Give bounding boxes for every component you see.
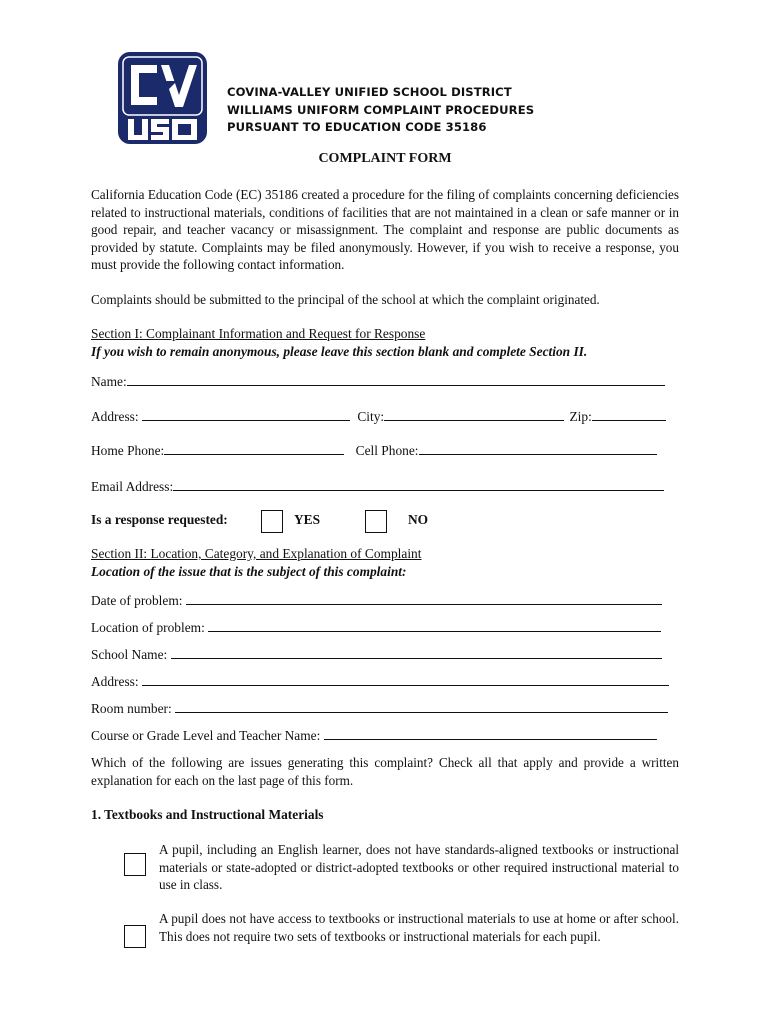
header-line-2: WILLIAMS UNIFORM COMPLAINT PROCEDURES	[227, 102, 535, 117]
email-field[interactable]	[173, 477, 664, 491]
name-field[interactable]	[127, 372, 665, 386]
room-label: Room number:	[91, 701, 172, 716]
course-field[interactable]	[324, 726, 657, 740]
location-field[interactable]	[208, 618, 661, 632]
section1-title: Section I: Complainant Information and Request for Response	[91, 326, 426, 341]
location-row	[91, 618, 661, 636]
zip-label: Zip:	[569, 409, 592, 424]
address-label: Address:	[91, 409, 139, 424]
date-field[interactable]	[186, 591, 662, 605]
response-yes-checkbox[interactable]	[261, 510, 283, 533]
city-label: City:	[357, 409, 385, 424]
school-address-label: Address:	[91, 674, 139, 689]
category1-item2-text: A pupil does not have access to textbooks or instructional materials to use at home or after school. This does not require two sets of textbooks or instructional materials for each pupil.	[159, 911, 679, 944]
district-header	[227, 84, 534, 137]
issues-question: Which of the following are issues generating this complaint? Check all that apply and provide a written explanation for each on the last page of this form.	[91, 755, 679, 788]
submission-note: Complaints should be submitted to the principal of the school at which the complaint originated.	[91, 292, 600, 307]
school-field[interactable]	[171, 645, 662, 659]
school-address-row	[91, 672, 669, 690]
date-label: Date of problem:	[91, 593, 183, 608]
home-phone-field[interactable]	[164, 441, 344, 455]
cell-phone-label: Cell Phone:	[355, 443, 419, 458]
address-row	[91, 407, 666, 425]
category1-item2-checkbox[interactable]	[124, 925, 146, 948]
cell-phone-field[interactable]	[419, 441, 657, 455]
school-address-field[interactable]	[142, 672, 669, 686]
category1-item1-checkbox[interactable]	[124, 853, 146, 876]
form-title: COMPLAINT FORM	[318, 151, 452, 166]
name-row	[91, 372, 665, 390]
header-line-1: COVINA-VALLEY UNIFIED SCHOOL DISTRICT	[227, 85, 512, 99]
phone-row	[91, 441, 657, 459]
email-row	[91, 477, 664, 495]
category1-item1-text: A pupil, including an English learner, does not have standards-aligned textbooks or instructional materials or state-adopted or district-adopted textbooks or other required instructional material to use in class.	[159, 842, 679, 892]
location-label: Location of problem:	[91, 620, 205, 635]
intro-paragraph: California Education Code (EC) 35186 created a procedure for the filing of complaints concerning deficiencies related to instructional materials, conditions of facilities that are not maintained in a clean or safe manner or in good repair, and teacher vacancy or misassignment. The complaint and response are public documents as provided by statute. Complaints may be filed anonymously. However, if you wish to receive a response, you must provide the following contact information.	[91, 187, 679, 272]
response-yes-label: YES	[294, 512, 321, 527]
zip-field[interactable]	[592, 407, 666, 421]
district-logo	[117, 51, 208, 145]
school-label: School Name:	[91, 647, 168, 662]
section2-title: Section II: Location, Category, and Explanation of Complaint	[91, 546, 422, 561]
room-field[interactable]	[175, 699, 668, 713]
school-row	[91, 645, 662, 663]
date-row	[91, 591, 662, 609]
course-label: Course or Grade Level and Teacher Name:	[91, 728, 321, 743]
email-label: Email Address:	[91, 479, 174, 494]
section2-subtitle: Location of the issue that is the subject of this complaint:	[91, 564, 407, 579]
response-no-checkbox[interactable]	[365, 510, 387, 533]
header-line-3: PURSUANT TO EDUCATION CODE 35186	[227, 120, 487, 134]
name-label: Name:	[91, 374, 127, 389]
room-row	[91, 699, 668, 717]
response-question: Is a response requested:	[91, 512, 228, 527]
section1-subtitle: If you wish to remain anonymous, please leave this section blank and complete Section II.	[91, 344, 588, 359]
response-no-label: NO	[408, 512, 429, 527]
course-row	[91, 726, 657, 744]
city-field[interactable]	[384, 407, 564, 421]
address-field[interactable]	[142, 407, 350, 421]
home-phone-label: Home Phone:	[91, 443, 165, 458]
category1-title: 1. Textbooks and Instructional Materials	[91, 807, 324, 822]
